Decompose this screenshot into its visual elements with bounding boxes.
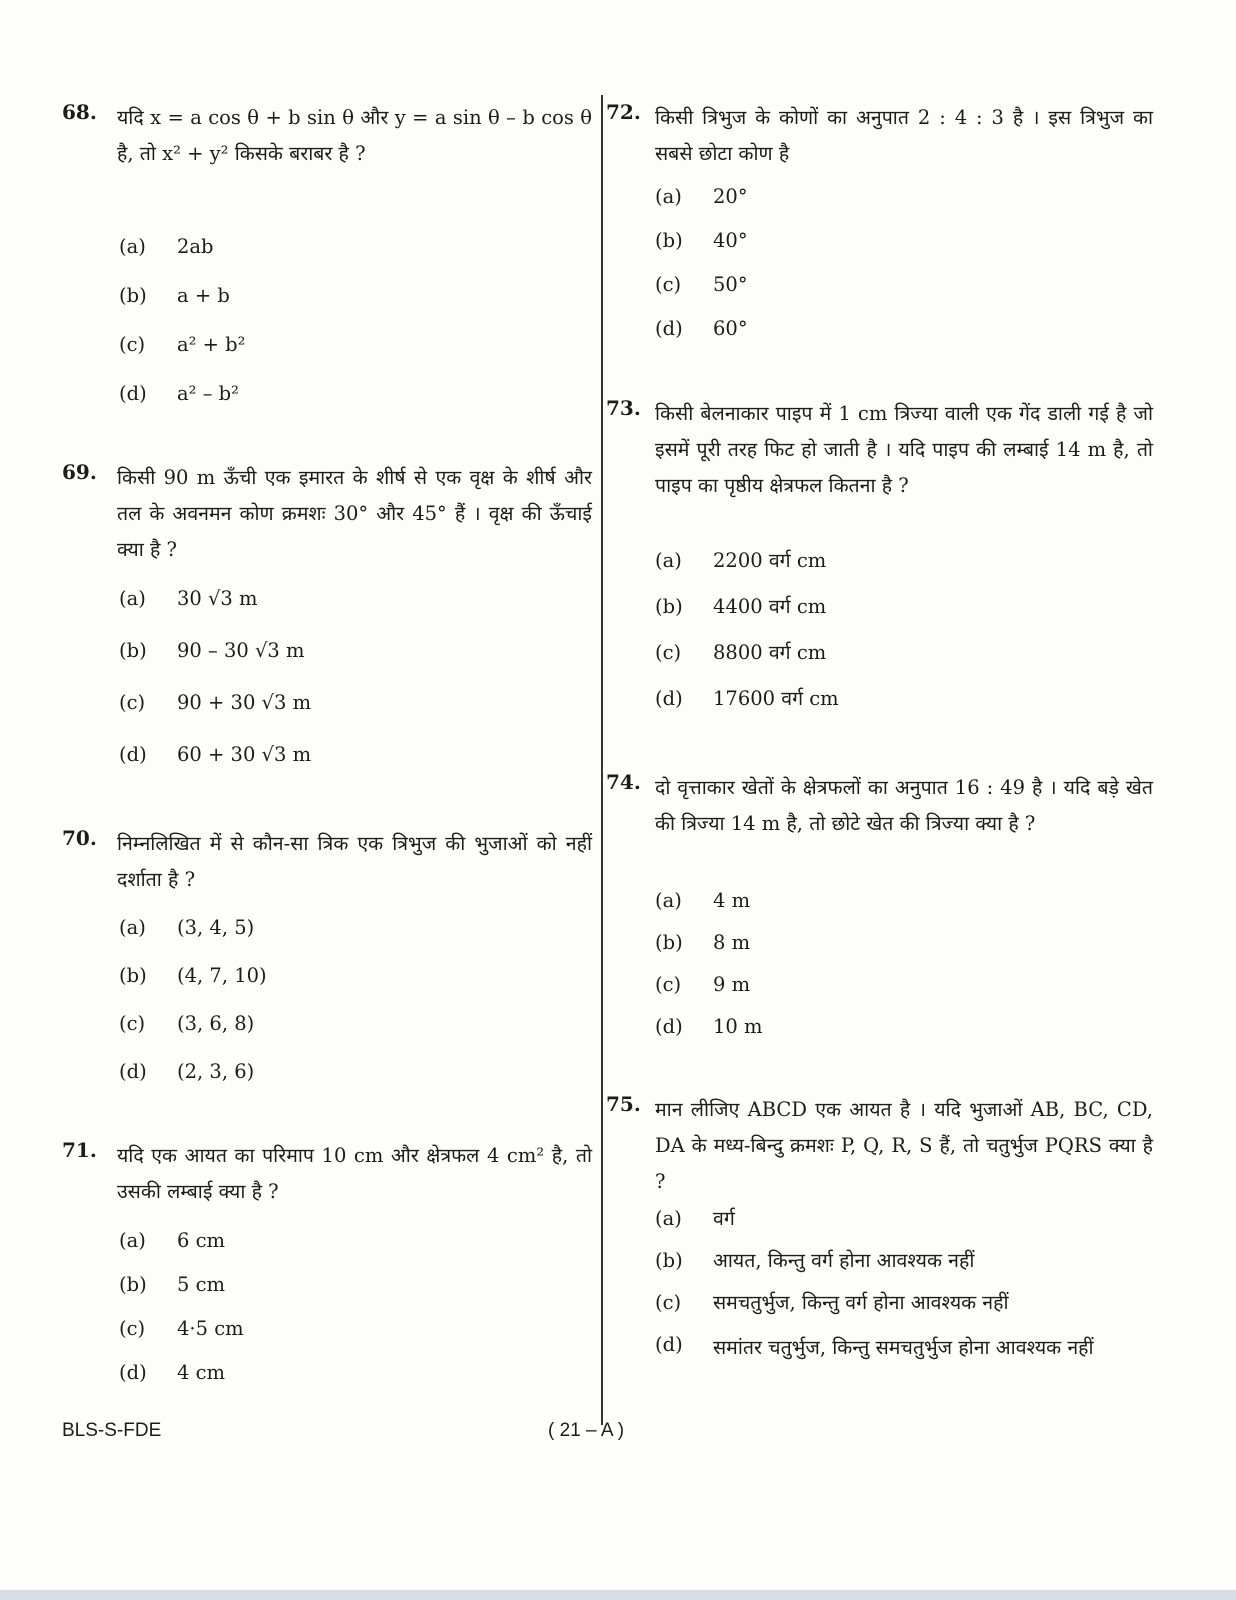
option-d: [119, 1057, 254, 1087]
option-value: 2200 वर्ग cm: [713, 549, 827, 572]
option-label: (c): [655, 1291, 682, 1314]
option-value: समांतर चतुर्भुज, किन्तु समचतुर्भुज होना आवश्यक नहीं: [713, 1336, 1094, 1359]
question-text: किसी 90 m ऊँची एक इमारत के शीर्ष से एक वृक्ष के शीर्ष और तल के अवनमन कोण क्रमशः 30° और 45° हैं । वृक्ष की ऊँचाई क्या है ?: [117, 466, 592, 561]
question-number: 68.: [62, 100, 97, 124]
option-label: (c): [655, 273, 682, 296]
option-label: (a): [655, 185, 682, 208]
question-text: यदि x = a cos θ + b sin θ और y = a sin θ – b cos θ है, तो x² + y² किसके बराबर है ?: [117, 106, 592, 165]
option-a: [655, 182, 748, 212]
option-label: (d): [655, 1015, 683, 1038]
question-text: यदि एक आयत का परिमाप 10 cm और क्षेत्रफल 4 cm² है, तो उसकी लम्बाई क्या है ?: [117, 1144, 592, 1203]
option-label: (b): [119, 284, 147, 307]
option-c: [119, 1009, 254, 1039]
option-d: [655, 314, 748, 344]
option-d: [655, 1330, 1135, 1366]
option-b: [655, 1246, 974, 1276]
option-value: 40°: [713, 229, 748, 252]
question-71: [62, 1138, 592, 1384]
option-b: [655, 928, 750, 958]
option-d: [655, 1012, 763, 1042]
question-text: किसी बेलनाकार पाइप में 1 cm त्रिज्या वाली एक गेंद डाली गई है जो इसमें पूरी तरह फिट हो जाती है । यदि पाइप की लम्बाई 14 m है, तो पाइप का पृष्ठीय क्षेत्रफल कितना है ?: [655, 402, 1153, 497]
option-d: [119, 1358, 225, 1388]
option-label: (a): [655, 549, 682, 572]
option-label: (d): [119, 743, 147, 766]
option-c: [655, 270, 748, 300]
option-value: 4 m: [713, 889, 751, 912]
option-label: (d): [119, 1060, 147, 1083]
question-73: [606, 396, 1153, 710]
option-value: 90 + 30 √3 m: [177, 691, 312, 714]
option-a: [119, 584, 258, 614]
option-value: a² – b²: [177, 382, 239, 405]
option-value: 90 – 30 √3 m: [177, 639, 305, 662]
option-c: [655, 638, 826, 668]
option-label: (c): [655, 973, 682, 996]
option-value: a² + b²: [177, 333, 246, 356]
option-label: (a): [655, 1207, 682, 1230]
option-value: (3, 6, 8): [177, 1012, 255, 1035]
question-number: 75.: [606, 1092, 641, 1116]
option-d: [119, 379, 239, 409]
question-72: [606, 100, 1153, 340]
question-68: [62, 100, 592, 405]
option-a: [655, 886, 750, 916]
question-number: 70.: [62, 826, 97, 850]
option-value: 10 m: [713, 1015, 763, 1038]
paper-code: BLS-S-FDE: [62, 1420, 162, 1441]
option-b: [655, 226, 748, 256]
option-label: (d): [655, 317, 683, 340]
option-c: [119, 330, 245, 360]
option-label: (d): [119, 1361, 147, 1384]
question-74: [606, 770, 1153, 1038]
option-label: (a): [119, 916, 146, 939]
question-70: [62, 826, 592, 1083]
option-value: (2, 3, 6): [177, 1060, 255, 1083]
scan-bottom-edge: [0, 1590, 1236, 1600]
option-b: [119, 961, 267, 991]
question-number: 72.: [606, 100, 641, 124]
option-c: [119, 688, 311, 718]
option-label: (c): [119, 1317, 146, 1340]
option-label: (b): [119, 964, 147, 987]
option-value: (3, 4, 5): [177, 916, 255, 939]
option-a: [119, 1226, 225, 1256]
question-number: 73.: [606, 396, 641, 420]
option-label: (d): [655, 687, 683, 710]
option-value: 60 + 30 √3 m: [177, 743, 312, 766]
option-value: (4, 7, 10): [177, 964, 267, 987]
option-label: (b): [655, 931, 683, 954]
option-value: आयत, किन्तु वर्ग होना आवश्यक नहीं: [713, 1249, 975, 1272]
option-a: [655, 1204, 735, 1234]
option-a: [119, 232, 214, 262]
option-d: [119, 740, 311, 770]
option-b: [655, 592, 826, 622]
option-c: [119, 1314, 244, 1344]
option-b: [119, 1270, 225, 1300]
option-label: (b): [119, 1273, 147, 1296]
option-label: (d): [119, 382, 147, 405]
option-value: 5 cm: [177, 1273, 226, 1296]
option-value: समचतुर्भुज, किन्तु वर्ग होना आवश्यक नहीं: [713, 1291, 1009, 1314]
option-value: 8800 वर्ग cm: [713, 641, 827, 664]
option-label: (b): [655, 595, 683, 618]
option-label: (a): [119, 235, 146, 258]
option-value: 20°: [713, 185, 748, 208]
option-label: (c): [119, 1012, 146, 1035]
option-label: (a): [119, 1229, 146, 1252]
question-number: 71.: [62, 1138, 97, 1162]
option-label: (a): [119, 587, 146, 610]
question-text: निम्नलिखित में से कौन-सा त्रिक एक त्रिभुज की भुजाओं को नहीं दर्शाता है ?: [117, 832, 592, 891]
option-value: 4400 वर्ग cm: [713, 595, 827, 618]
option-label: (c): [655, 641, 682, 664]
question-75: [606, 1092, 1153, 1359]
option-label: (b): [655, 1249, 683, 1272]
option-value: 6 cm: [177, 1229, 226, 1252]
page-number: ( 21 – A ): [548, 1420, 625, 1441]
option-label: (c): [119, 333, 146, 356]
option-b: [119, 636, 305, 666]
option-c: [655, 1288, 1009, 1318]
question-text: मान लीजिए ABCD एक आयत है । यदि भुजाओं AB, BC, CD, DA के मध्य-बिन्दु क्रमशः P, Q, R, S हैं, तो चतुर्भुज PQRS क्या है ?: [655, 1098, 1153, 1193]
question-69: [62, 460, 592, 766]
option-label: (a): [655, 889, 682, 912]
option-value: 17600 वर्ग cm: [713, 687, 839, 710]
question-number: 74.: [606, 770, 641, 794]
question-text: दो वृत्ताकार खेतों के क्षेत्रफलों का अनुपात 16 : 49 है । यदि बड़े खेत की त्रिज्या 14 m है, तो छोटे खेत की त्रिज्या क्या है ?: [655, 776, 1153, 835]
option-c: [655, 970, 750, 1000]
option-a: [119, 913, 254, 943]
option-b: [119, 281, 230, 311]
option-value: 9 m: [713, 973, 751, 996]
option-label: (b): [119, 639, 147, 662]
option-label: (d): [655, 1333, 683, 1356]
question-text: किसी त्रिभुज के कोणों का अनुपात 2 : 4 : 3 है । इस त्रिभुज का सबसे छोटा कोण है: [655, 106, 1153, 165]
option-label: (b): [655, 229, 683, 252]
option-label: (c): [119, 691, 146, 714]
column-divider: [601, 95, 603, 1425]
option-d: [655, 684, 839, 714]
option-value: a + b: [177, 284, 230, 307]
option-value: 4 cm: [177, 1361, 226, 1384]
option-value: 4·5 cm: [177, 1317, 244, 1340]
option-value: 2ab: [177, 235, 214, 258]
option-value: 30 √3 m: [177, 587, 258, 610]
option-value: 50°: [713, 273, 748, 296]
question-number: 69.: [62, 460, 97, 484]
option-value: वर्ग: [713, 1207, 735, 1230]
option-a: [655, 546, 826, 576]
option-value: 60°: [713, 317, 748, 340]
option-value: 8 m: [713, 931, 751, 954]
